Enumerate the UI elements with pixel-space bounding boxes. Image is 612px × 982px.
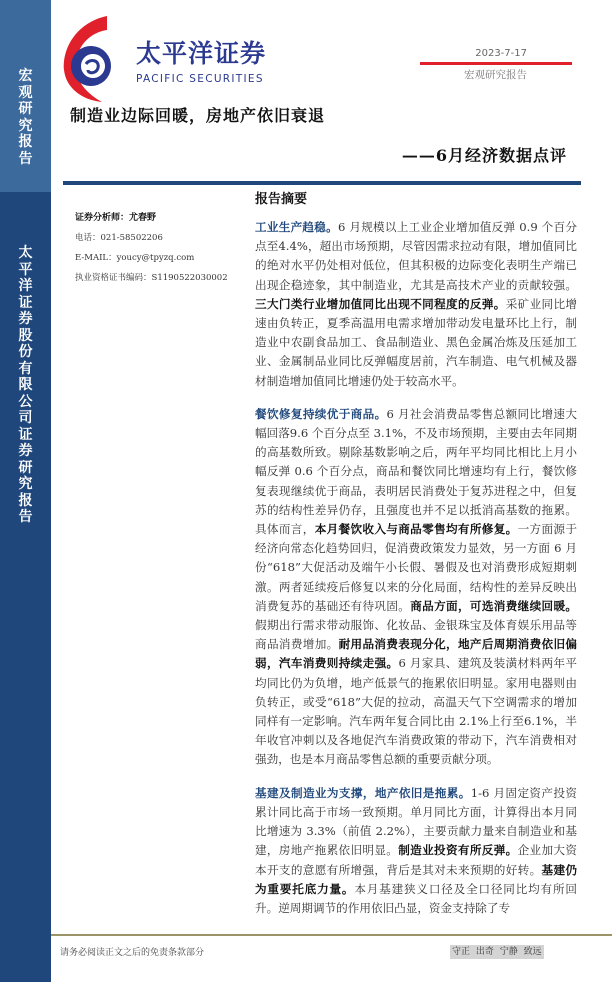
report-subtitle: ——6月经济数据点评 (401, 146, 567, 165)
section-lead: 基建及制造业为支撑，地产依旧是拖累。 (255, 785, 471, 800)
brand-name-cn: 太平洋证券 (136, 39, 267, 68)
abstract-column (255, 0, 577, 918)
bold-text: 本月餐饮收入与商品零售均有所修复。 (314, 522, 518, 537)
abstract-heading: 报告摘要 (255, 192, 308, 207)
body-text: 6 月社会消费品零售总额同比增速大幅回落9.6 个百分点至 3.1%，不及市场预期，主要由去年同期的高基数所致。剔除基数影响之后，两年平均同比相比上月小幅反弹 0.6 个百分点，商品和餐饮同比增速均有上行，餐饮修复表现继续优于商品，表明居民消费处于复苏进程之中，但复苏的结构性差异仍存，且强度也并不足以抵消高基数的拖累。具体而言， (255, 406, 577, 537)
sidebar-report-type: 宏 观 研 究 报 告 (18, 68, 33, 167)
abstract-section-investment (255, 784, 577, 918)
analyst-license: 执业资格证书编码：S1190522030002 (75, 273, 228, 283)
report-title: 制造业边际回暖，房地产依旧衰退 (70, 106, 326, 125)
body-text: 一方面源于经济向常态化趋势回归，促消费政策发力显效，另一方面 6 月份“618”大促活动及端午小长假、暑假及也对消费形成短期刺激。两者延续疫后修复以来的分化局面，结构性的差异反映出消费复苏的基础还有待巩固。 (255, 522, 577, 613)
bold-text: 耐用品消费表现分化，地产后周期消费依旧偏弱，汽车消费则持续走强。 (255, 637, 577, 671)
report-date: 2023-7-17 (475, 48, 527, 59)
footer (51, 934, 612, 982)
abstract-section-consumption (255, 405, 577, 770)
company-logo-icon (60, 12, 120, 106)
analyst-email[interactable]: E-MAIL：youcy@tpyzq.com (75, 253, 195, 263)
analyst-phone: 电话：021-58502206 (75, 233, 163, 243)
footer-motto: 守正 出奇 宁静 致远 (452, 947, 542, 958)
sidebar-company: 太 平 洋 证 券 股 份 有 限 公 司 证 券 研 究 报 告 (18, 245, 33, 525)
footer-disclaimer: 请务必阅读正文之后的免责条款部分 (60, 948, 205, 959)
analyst-info (75, 208, 247, 288)
report-type: 宏观研究报告 (464, 69, 527, 81)
section-lead: 工业生产趋稳。 (255, 220, 339, 234)
bold-text: 三大门类行业增加值同比出现不同程度的反弹。 (255, 296, 506, 311)
bold-text: 商品方面，可选消费继续回暖。 (410, 598, 577, 613)
abstract-section-industry (255, 218, 577, 391)
body-text: 1-6 月固定资产投资累计同比高于市场一致预期。单月同比方面，计算得出本月同比增速为 3.3%（前值 2.2%），主要贡献力量来自制造业和基建，房地产拖累依旧明显。 (255, 785, 577, 858)
body-text: 企业加大资本开支的意愿有所增强，背后是其对未来预期的好转。 (255, 843, 577, 877)
body-text: 采矿业同比增速由负转正，夏季高温用电需求增加带动发电量环比上行，制造业中农副食品加工、食品制造业、黑色金属冶炼及压延加工业、金属制品业同比反弹幅度居前，汽车制造、电气机械及器材制造增加值同比增速仍处于较高水平。 (255, 296, 577, 388)
body-text: 本月基建狭义口径及全口径同比均有所回升。逆周期调节的作用依旧凸显，资金支持除了专 (255, 881, 577, 915)
body-text: 6 月规模以上工业企业增加值反弹 0.9 个百分点至4.4%，超出市场预期，尽管因需求拉动有限，增加值同比的绝对水平仍处相对低位，但其积极的边际变化表明生产端已出现企稳迹象，其中制造业，尤其是高技术产业的贡献较强。 (255, 220, 577, 292)
bold-text: 制造业投资有所反弹。 (398, 843, 518, 858)
bold-text: 基建仍为重要托底力量。 (255, 862, 577, 896)
body-text: 假期出行需求带动服饰、化妆品、金银珠宝及体育娱乐用品等商品消费增加。 (255, 618, 577, 652)
body-text: 6 月家具、建筑及装潢材料两年平均同比仍为负增，地产低景气的拖累依旧明显。家用电器则由负转正，或受“618”大促的拉动，高温天气下空调需求的增加同样有一定影响。汽车两年复合同比由 2.1%上行至6.1%，半年收官冲刺以及各地促汽车消费政策的带动下，汽车消费相对强劲，也是本月商品零售总额的重要贡献分项。 (255, 656, 577, 767)
section-lead: 餐饮修复持续优于商品。 (255, 406, 387, 421)
brand-name-en: PACIFIC SECURITIES (136, 73, 264, 85)
analyst-name: 证券分析师：尤春野 (75, 213, 157, 223)
